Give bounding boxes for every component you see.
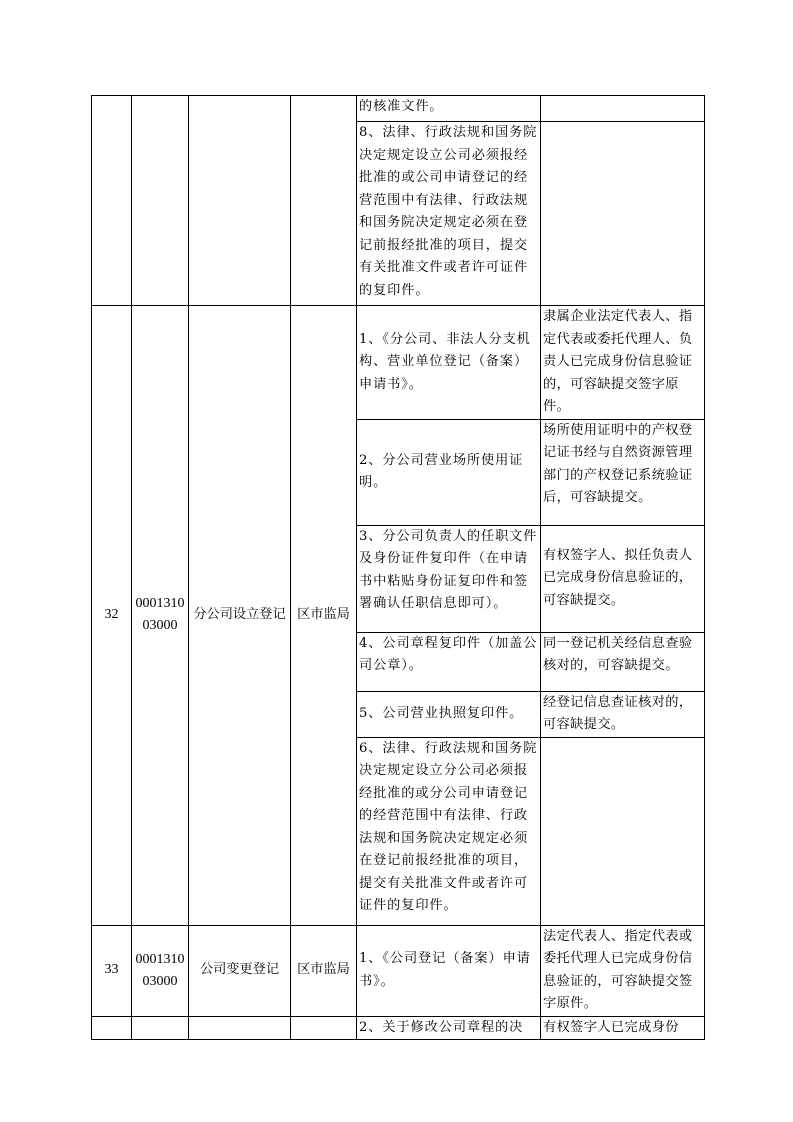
material-cell: 8、法律、行政法规和国务院决定规定设立公司必须报经批准的或公司申请登记的经营范围中有法律、行政法规和国务院决定规定必须在登记前报经批准的项目，提交有关批准文件或者许可证件的复印件。 xyxy=(357,122,541,306)
table-row xyxy=(92,96,705,122)
material-cell: 1、《分公司、非法人分支机构、营业单位登记（备案）申请书》。 xyxy=(357,306,541,420)
material-cell: 4、公司章程复印件（加盖公司公章）。 xyxy=(357,632,541,691)
note-cell: 经登记信息查证核对的，可容缺提交。 xyxy=(541,691,705,737)
material-cell: 2、关于修改公司章程的决 xyxy=(357,1016,541,1040)
material-cell: 3、分公司负责人的任职文件及身份证件复印件（在申请书中粘贴身份证复印件和签署确认任职信息即可）。 xyxy=(357,525,541,632)
note-cell: 隶属企业法定代表人、指定代表或委托代理人、负责人已完成身份信息验证的，可容缺提交签字原件。 xyxy=(541,306,705,420)
material-cell: 2、分公司营业场所使用证明。 xyxy=(357,419,541,525)
item-name-cell: 分公司设立登记 xyxy=(189,306,291,926)
note-cell: 有权签字人、拟任负责人已完成身份信息验证的，可容缺提交。 xyxy=(541,525,705,632)
item-name-cell xyxy=(189,96,291,306)
item-code-cell xyxy=(132,1016,189,1040)
table-row xyxy=(92,925,705,1016)
note-cell xyxy=(541,737,705,925)
material-cell: 1、《公司登记（备案）申请书》。 xyxy=(357,925,541,1016)
note-cell xyxy=(541,96,705,122)
table-row xyxy=(92,306,705,420)
material-cell: 5、公司营业执照复印件。 xyxy=(357,691,541,737)
material-cell: 6、法律、行政法规和国务院决定规定设立分公司必须报经批准的或分公司申请登记的经营范围中有法律、行政法规和国务院决定规定必须在登记前报经批准的项目，提交有关批准文件或者许可证件的复印件。 xyxy=(357,737,541,925)
serial-number-cell xyxy=(92,1016,132,1040)
serial-number-cell: 32 xyxy=(92,306,132,926)
item-code-cell: 000131003000 xyxy=(132,925,189,1016)
materials-table xyxy=(91,95,705,1040)
note-cell: 法定代表人、指定代表或委托代理人已完成身份信息验证的，可容缺提交签字原件。 xyxy=(541,925,705,1016)
table-row xyxy=(92,1016,705,1040)
department-cell: 区市监局 xyxy=(291,925,357,1016)
item-name-cell xyxy=(189,1016,291,1040)
serial-number-cell xyxy=(92,96,132,306)
item-name-cell: 公司变更登记 xyxy=(189,925,291,1016)
note-cell xyxy=(541,122,705,306)
item-code-cell xyxy=(132,96,189,306)
department-cell xyxy=(291,96,357,306)
department-cell: 区市监局 xyxy=(291,306,357,926)
note-cell: 场所使用证明中的产权登记证书经与自然资源管理部门的产权登记系统验证后，可容缺提交。 xyxy=(541,419,705,525)
material-cell: 的核准文件。 xyxy=(357,96,541,122)
note-cell: 有权签字人已完成身份 xyxy=(541,1016,705,1040)
department-cell xyxy=(291,1016,357,1040)
serial-number-cell: 33 xyxy=(92,925,132,1016)
note-cell: 同一登记机关经信息查验核对的，可容缺提交。 xyxy=(541,632,705,691)
item-code-cell: 000131003000 xyxy=(132,306,189,926)
